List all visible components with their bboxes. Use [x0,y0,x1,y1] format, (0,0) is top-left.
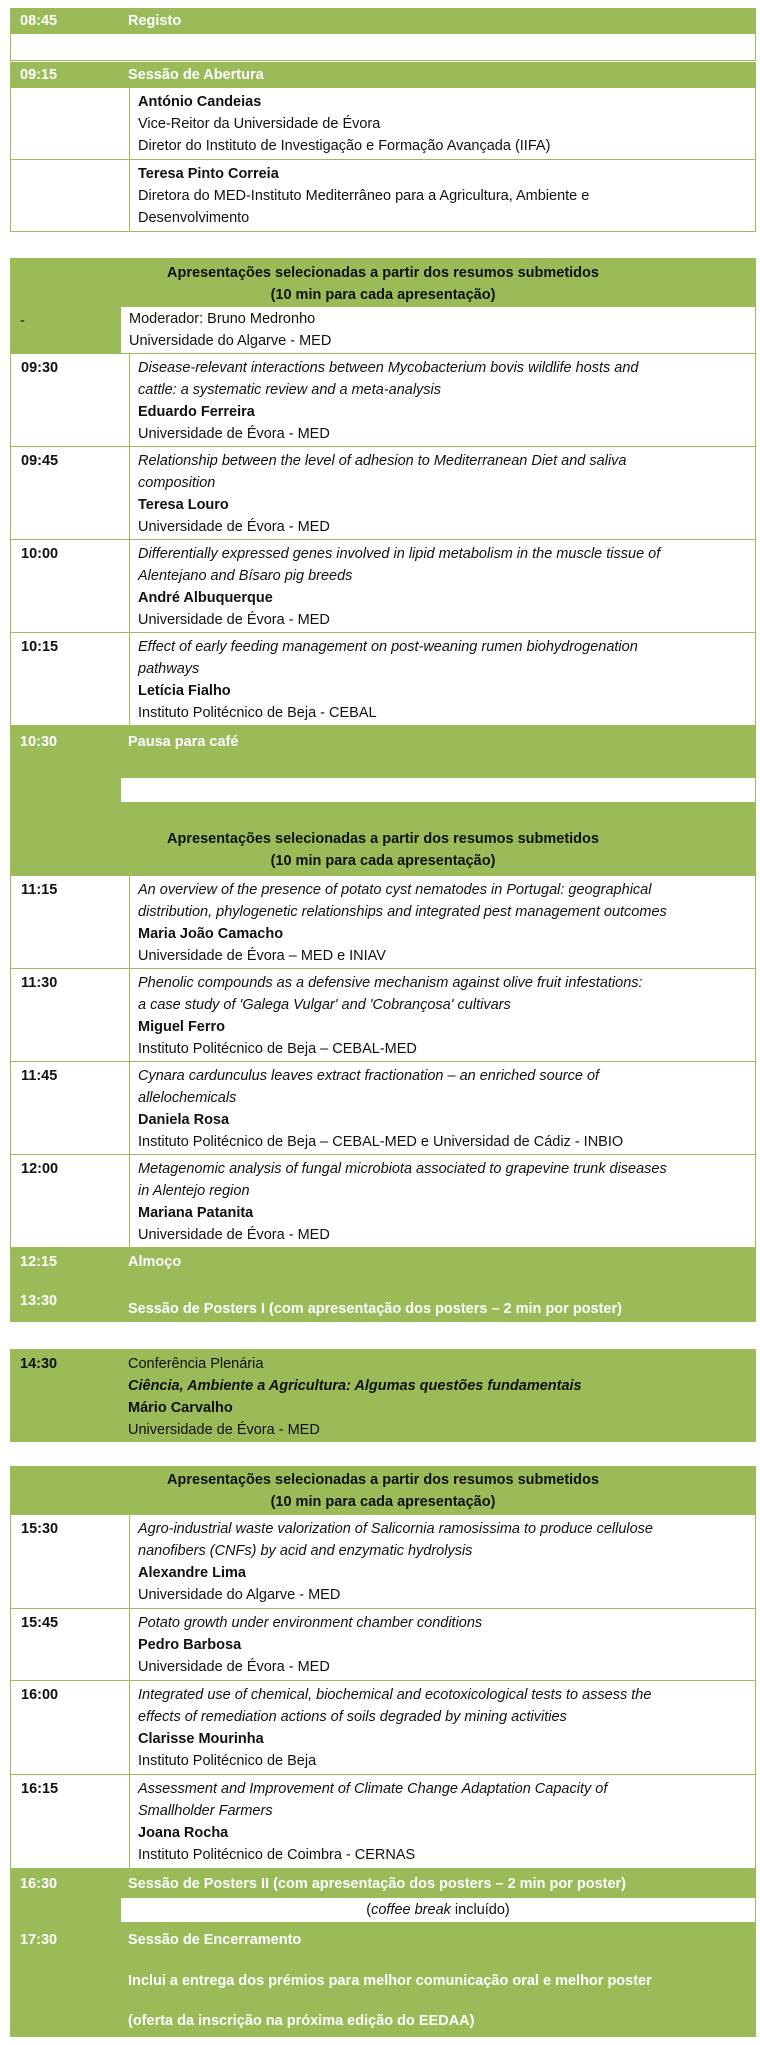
plenary-time: 14:30 [20,1356,58,1372]
talk-speaker: Letícia Fialho [138,683,231,699]
talk-speaker: Daniela Rosa [138,1112,230,1128]
talk-title: Relationship between the level of adhesion to Mediterranean Diet and saliva [138,453,627,469]
talk-time: 15:30 [21,1521,59,1537]
talk-row [10,1515,756,1609]
speaker-row-2 [10,160,756,232]
talk-row [10,447,756,540]
talk-row [10,1062,756,1155]
talk-speaker: Maria João Camacho [138,926,284,942]
talk-title: Disease-relevant interactions between Mycobacterium bovis wildlife hosts and [138,360,639,376]
talk-time: 10:00 [21,546,59,562]
moderator-cell [120,306,756,354]
speaker-name: António Candeias [138,94,262,110]
talk-title: distribution, phylogenetic relationships and integrated pest management outcomes [138,904,667,920]
plenary-kind: Conferência Plenária [128,1356,264,1372]
talk-time: 11:45 [21,1068,58,1084]
lunch-time: 12:15 [20,1254,58,1270]
block1-subheading: (10 min para cada apresentação) [270,287,496,303]
registo-band [10,8,756,33]
block3-heading: Apresentações selecionadas a partir dos resumos submetidos [167,1472,599,1488]
talk-speaker: Pedro Barbosa [138,1637,242,1653]
talk-affiliation: Instituto Politécnico de Beja [138,1753,317,1769]
talk-row [10,876,756,969]
abertura-time: 09:15 [20,67,58,83]
talk-time: 11:30 [21,975,58,991]
talk-title: cattle: a systematic review and a meta-analysis [138,382,442,398]
registo-label: Registo [128,13,182,29]
posters1-label: Sessão de Posters I (com apresentação dos posters – 2 min por poster) [128,1301,622,1317]
talk-title: Agro-industrial waste valorization of Salicornia ramosissima to produce cellulose [138,1521,653,1537]
posters1-time: 13:30 [20,1293,58,1309]
talk-time: 16:00 [21,1687,59,1703]
moderator-name: Moderador: Bruno Medronho [129,311,316,327]
talk-time: 09:45 [21,453,59,469]
coffee-break-note [120,1897,756,1923]
coffee-empty-cell [120,777,756,803]
coffee-time: 10:30 [20,734,58,750]
abertura-label: Sessão de Abertura [128,67,264,83]
talk-speaker: Alexandre Lima [138,1565,246,1581]
closing-offer: (oferta da inscrição na próxima edição do EEDAA) [128,2013,475,2029]
coffee-note-open: ( [366,1902,372,1918]
talk-speaker: André Albuquerque [138,590,273,606]
speaker-role: Vice-Reitor da Universidade de Évora [138,116,381,132]
talk-title: nanofibers (CNFs) by acid and enzymatic hydrolysis [138,1543,473,1559]
lunch-label: Almoço [128,1254,182,1270]
talk-title: Integrated use of chemical, biochemical and ecotoxicological tests to assess the [138,1687,652,1703]
speaker-role: Diretora do MED-Instituto Mediterrâneo para a Agricultura, Ambiente e [138,188,590,204]
talk-speaker: Eduardo Ferreira [138,404,255,420]
talk-affiliation: Instituto Politécnico de Beja - CEBAL [138,705,377,721]
talk-title: composition [138,475,216,491]
posters2-time: 16:30 [20,1876,58,1892]
talk-affiliation: Universidade de Évora - MED [138,426,330,442]
talk-row [10,540,756,633]
talk-affiliation: Universidade do Algarve - MED [138,1587,341,1603]
coffee-note-close: incluído) [450,1902,510,1918]
talk-title: in Alentejo region [138,1183,250,1199]
talk-title: Cynara cardunculus leaves extract fractionation – an enriched source of [138,1068,600,1084]
talk-row [10,1155,756,1248]
abertura-band [10,62,756,88]
block1-heading: Apresentações selecionadas a partir dos resumos submetidos [167,265,599,281]
talk-speaker: Miguel Ferro [138,1019,226,1035]
talk-speaker: Mariana Patanita [138,1205,254,1221]
talk-title: Phenolic compounds as a defensive mechanism against olive fruit infestations: [138,975,643,991]
talk-title: allelochemicals [138,1090,237,1106]
talk-time: 12:00 [21,1161,59,1177]
talk-speaker: Joana Rocha [138,1825,229,1841]
talk-row [10,1609,756,1681]
talk-speaker: Clarisse Mourinha [138,1731,264,1747]
block3-subheading: (10 min para cada apresentação) [270,1494,496,1510]
plenary-speaker: Mário Carvalho [128,1400,233,1416]
talk-row [10,1681,756,1775]
talk-affiliation: Instituto Politécnico de Beja – CEBAL-MED [138,1041,417,1057]
moderator-dash: - [20,313,25,329]
talk-affiliation: Instituto Politécnico de Beja – CEBAL-MED e Universidad de Cádiz - INBIO [138,1134,624,1150]
talk-time: 10:15 [21,639,59,655]
talk-row [10,633,756,726]
talk-time: 11:15 [21,882,58,898]
block2-subheading: (10 min para cada apresentação) [270,853,496,869]
plenary-title: Ciência, Ambiente a Agricultura: Algumas questões fundamentais [128,1378,582,1394]
talk-title: Alentejano and Bísaro pig breeds [138,568,353,584]
talk-title: effects of remediation actions of soils degraded by mining activities [138,1709,567,1725]
talk-affiliation: Universidade de Évora - MED [138,519,330,535]
talk-title: Effect of early feeding management on post-weaning rumen biohydrogenation [138,639,638,655]
talk-time: 09:30 [21,360,59,376]
plenary-affiliation: Universidade de Évora - MED [128,1422,320,1438]
speaker-role: Desenvolvimento [138,210,250,226]
moderator-affiliation: Universidade do Algarve - MED [129,333,332,349]
speaker-name: Teresa Pinto Correia [138,166,279,182]
registo-time: 08:45 [20,13,58,29]
talk-title: Potato growth under environment chamber conditions [138,1615,483,1631]
coffee-note-italic: coffee break [371,1902,451,1918]
talk-row [10,354,756,447]
talk-affiliation: Universidade de Évora - MED [138,612,330,628]
block2-heading: Apresentações selecionadas a partir dos resumos submetidos [167,831,599,847]
talk-row [10,1775,756,1869]
posters2-label: Sessão de Posters II (com apresentação dos posters – 2 min por poster) [128,1876,626,1892]
talk-row [10,969,756,1062]
closing-awards: Inclui a entrega dos prémios para melhor comunicação oral e melhor poster [128,1973,652,1989]
speaker-role: Diretor do Instituto de Investigação e Formação Avançada (IIFA) [138,138,551,154]
talk-title: a case study of 'Galega Vulgar' and 'Cobrançosa' cultivars [138,997,511,1013]
talk-title: Differentially expressed genes involved in lipid metabolism in the muscle tissue of [138,546,661,562]
talk-title: Metagenomic analysis of fungal microbiota associated to grapevine trunk diseases [138,1161,667,1177]
talk-speaker: Teresa Louro [138,497,229,513]
closing-time: 17:30 [20,1932,58,1948]
coffee-label: Pausa para café [128,734,239,750]
talk-title: Smallholder Farmers [138,1803,273,1819]
talk-time: 15:45 [21,1615,59,1631]
talk-title: Assessment and Improvement of Climate Change Adaptation Capacity of [138,1781,608,1797]
talk-affiliation: Universidade de Évora – MED e INIAV [138,948,386,964]
talk-affiliation: Universidade de Évora - MED [138,1659,330,1675]
talk-time: 16:15 [21,1781,59,1797]
speaker-row-1 [10,88,756,160]
empty-row [10,33,756,61]
talk-title: pathways [138,661,200,677]
talk-affiliation: Instituto Politécnico de Coimbra - CERNAS [138,1847,416,1863]
talk-title: An overview of the presence of potato cyst nematodes in Portugal: geographical [138,882,652,898]
talk-affiliation: Universidade de Évora - MED [138,1227,330,1243]
closing-label: Sessão de Encerramento [128,1932,302,1948]
